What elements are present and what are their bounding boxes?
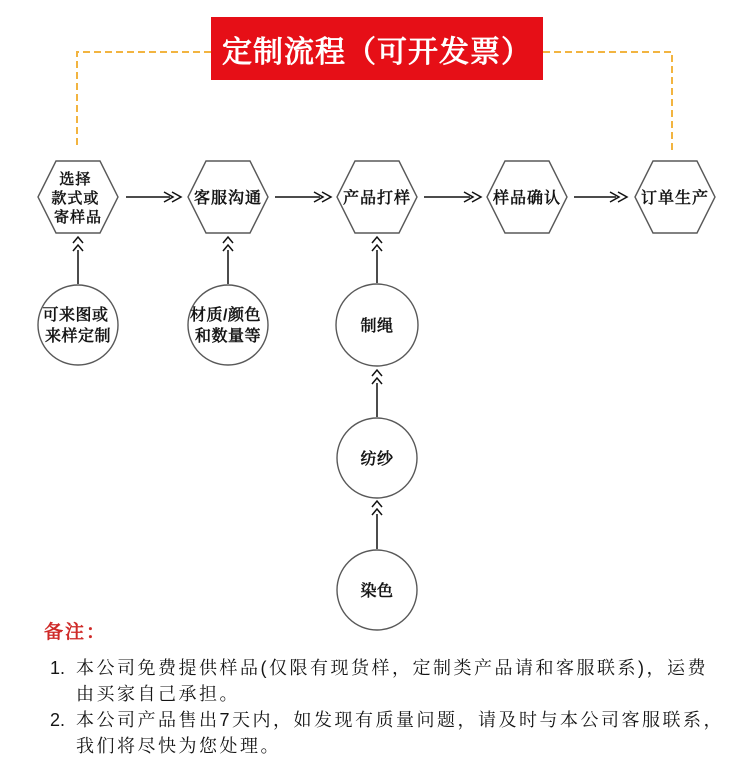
circle-node-1	[38, 285, 118, 365]
arrow-head-icon	[73, 237, 83, 243]
note-item-2	[50, 707, 750, 759]
note-number: 1.	[50, 658, 66, 678]
circle-node-4	[337, 418, 417, 498]
circle-label: 染色	[360, 583, 394, 600]
notes-list	[50, 655, 750, 759]
hexagon-label: 选择 款式或 寄样品	[51, 171, 103, 226]
flow-arrow-right-1	[126, 192, 181, 202]
banner-title: 定制流程（可开发票）	[222, 35, 532, 69]
note-number: 2.	[50, 710, 66, 730]
circle-label: 制绳	[360, 318, 394, 335]
flow-arrow-right-4	[574, 192, 627, 202]
hexagon-label: 样品确认	[492, 190, 562, 207]
arrow-head-icon	[223, 237, 233, 243]
arrow-head-icon	[372, 501, 382, 507]
circle-shape	[188, 285, 268, 365]
hexagon-label: 产品打样	[342, 190, 412, 207]
note-line: 本公司免费提供样品(仅限有现货样，定制类产品请和客服联系)，运费	[76, 658, 708, 678]
hexagon-step-5	[635, 161, 715, 233]
flow-arrow-up-5	[372, 501, 382, 549]
circle-node-3	[336, 284, 418, 366]
flow-arrow-up-2	[223, 237, 233, 284]
note-text	[76, 707, 750, 759]
dashed-connector-left	[77, 52, 211, 148]
note-text	[76, 655, 750, 707]
flow-arrow-up-4	[372, 370, 382, 417]
circle-label: 材质/颜色 和数量等	[190, 307, 262, 345]
hexagon-step-4	[487, 161, 567, 233]
arrow-head-icon	[372, 370, 382, 376]
note-line: 本公司产品售出7天内，如发现有质量问题，请及时与本公司客服联系，	[76, 710, 725, 730]
note-line: 由买家自己承担。	[76, 684, 240, 704]
circle-label: 可来图或 来样定制	[42, 307, 112, 345]
circle-shape	[38, 285, 118, 365]
flow-arrow-right-2	[275, 192, 331, 202]
note-item-1	[50, 655, 750, 707]
dashed-connector-right	[543, 52, 672, 150]
circle-node-5	[337, 550, 417, 630]
circle-node-2	[188, 285, 268, 365]
flow-arrow-right-3	[424, 192, 481, 202]
hexagon-label: 订单生产	[640, 190, 710, 207]
notes-heading: 备注：	[44, 622, 108, 643]
hexagon-label: 客服沟通	[193, 190, 263, 207]
flow-arrow-up-1	[73, 237, 83, 284]
hexagon-step-1	[38, 161, 118, 233]
hexagon-step-2	[188, 161, 268, 233]
arrow-head-icon	[372, 237, 382, 243]
flow-arrow-up-3	[372, 237, 382, 283]
hexagon-step-3	[337, 161, 417, 233]
circle-label: 纺纱	[360, 451, 394, 468]
note-line: 我们将尽快为您处理。	[76, 736, 281, 756]
